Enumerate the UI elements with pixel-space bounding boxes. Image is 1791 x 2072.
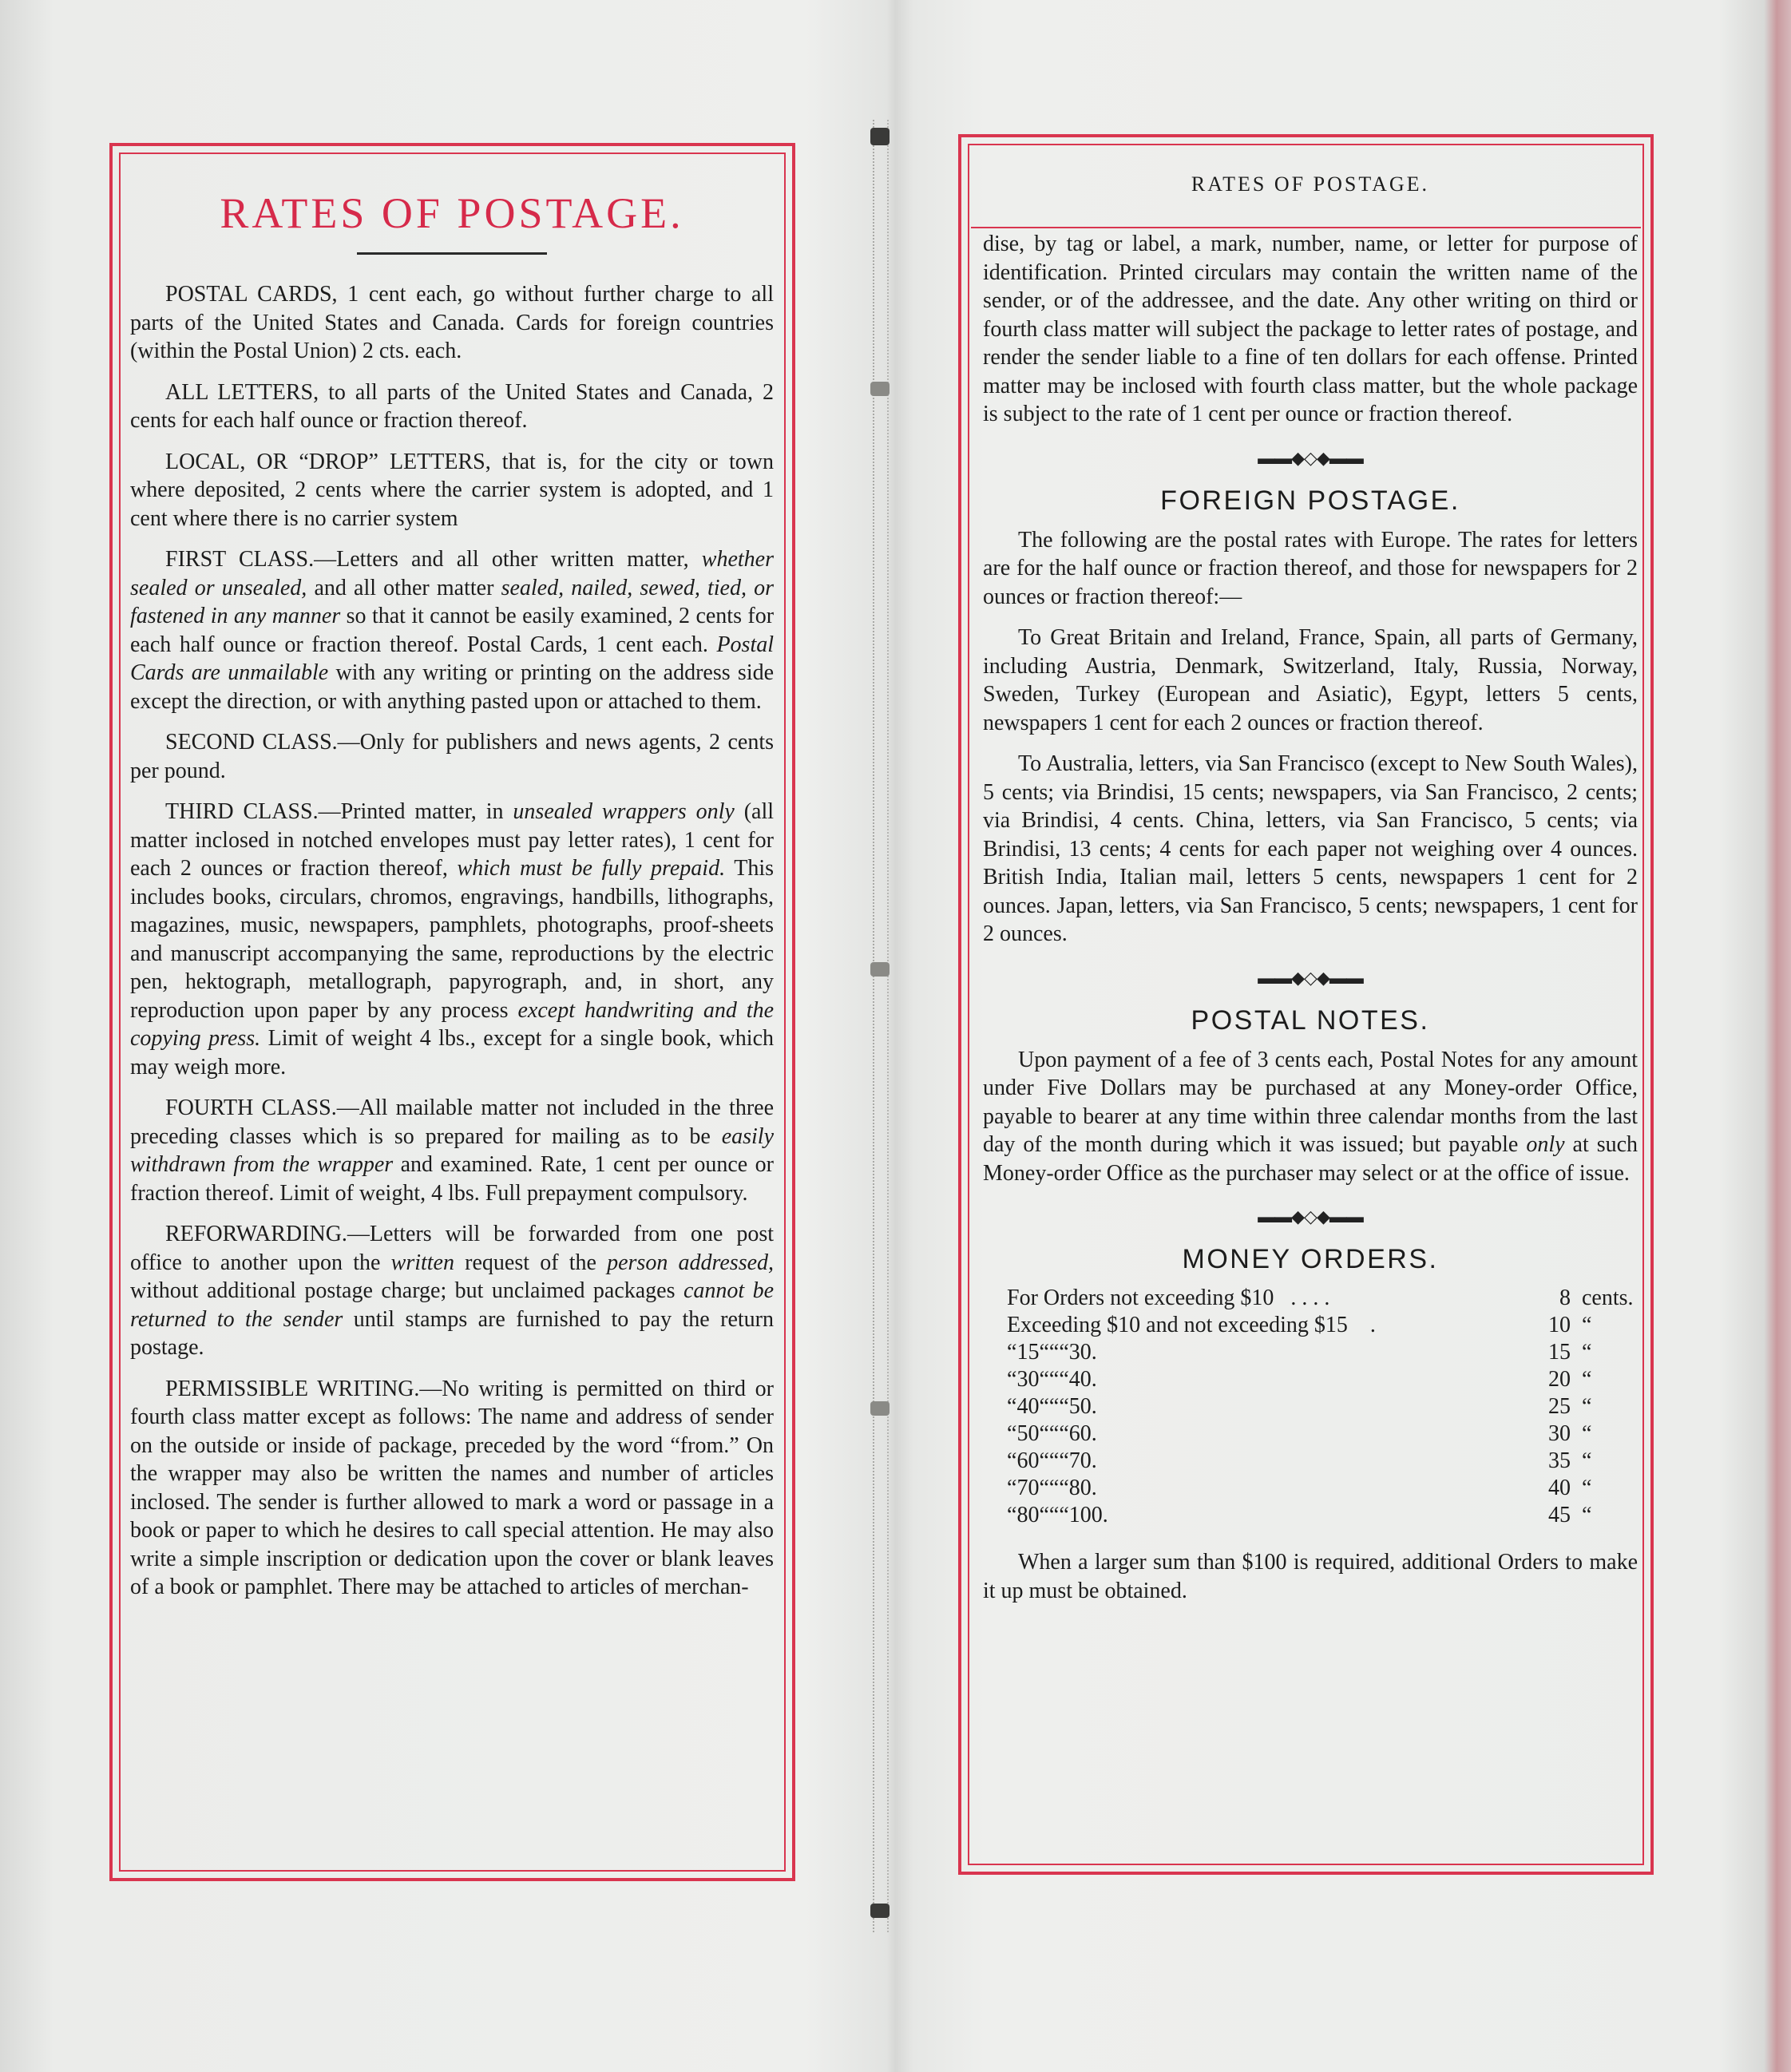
paragraph-third-class	[130, 798, 774, 1081]
italic-run: sealed, nailed, sewed, tied, or fastened in any manner	[130, 575, 775, 628]
leader-dot: .	[1102, 1503, 1108, 1527]
order-range	[983, 1366, 1523, 1393]
text-run: REFORWARDING.—Letters will be forwarded from one post office to another upon the	[130, 1222, 774, 1275]
ditto-mark: “	[1007, 1448, 1017, 1473]
text-run: (all matter inclosed in notched envelopes must pay letter rates), 1 cent for each 2 ounces or fraction thereof,	[130, 799, 775, 881]
text-run: at such Money-order Office as the purchaser may select or at the office of issue.	[983, 1132, 1638, 1186]
paragraph-reforwarding	[130, 1220, 774, 1362]
title-rule	[357, 252, 547, 255]
fee-value: 20	[1548, 1367, 1571, 1392]
leader-dots: . . . .	[1290, 1286, 1330, 1310]
ditto-mark: “	[1059, 1367, 1069, 1392]
order-range	[983, 1393, 1523, 1420]
ditto-mark: “	[1582, 1503, 1592, 1527]
fee-value: 15	[1548, 1340, 1571, 1365]
fee-value: 35	[1548, 1448, 1571, 1473]
ditto-mark: “	[1048, 1340, 1060, 1365]
text-run: until stamps are furnished to pay the return postage.	[130, 1306, 774, 1360]
foreign-postage-title: FOREIGN POSTAGE.	[1160, 485, 1460, 516]
ditto-mark: “	[1007, 1340, 1017, 1365]
ditto-mark: “	[1007, 1367, 1017, 1392]
ornament-divider: ▬▬◆◇◆▬▬	[1258, 967, 1363, 988]
right-page-content	[983, 169, 1638, 1618]
ditto-mark: “	[1039, 1503, 1049, 1527]
leader-dot: .	[1091, 1340, 1097, 1365]
paragraph-permissible-writing: PERMISSIBLE WRITING.—No writing is permitted on third or fourth class matter except as follows: The name and address of sender on the outside or inside of package, preceded by the word “from.” On the wrapper may also be written the names and number of articles inclosed. The sender is further allowed to mark a word or passage in a book or paper to which he desires to call special attention. He may also write a simple inscription or dedication upon the cover or blank leaves of a book or pamphlet. There may be attached to articles of merchan-	[130, 1376, 774, 1599]
leader-dot: .	[1369, 1313, 1376, 1337]
paragraph-postal-notes	[983, 1046, 1638, 1188]
ditto-mark: “	[1039, 1421, 1049, 1446]
paragraph-foreign-1: The following are the postal rates with Europe. The rates for letters are for the half ounce or fraction thereof, and those for newspapers for 2 ounces or fraction thereof:—	[983, 527, 1638, 609]
range-from: 40	[1016, 1394, 1040, 1419]
postal-notes-title: POSTAL NOTES.	[1191, 1004, 1430, 1036]
italic-run: cannot be returned to the sender	[130, 1278, 775, 1332]
ditto-mark: “	[1048, 1367, 1060, 1392]
fee-value: 45	[1548, 1503, 1571, 1527]
ditto-mark: “	[1059, 1394, 1069, 1419]
order-range	[983, 1312, 1523, 1339]
fee-value: 30	[1548, 1421, 1571, 1446]
text-run: FIRST CLASS.—Letters and all other written matter,	[165, 547, 689, 572]
money-orders-table	[983, 1285, 1638, 1529]
text-run: with any writing or printing on the address side except the direction, or with anything pasted upon or attached to them.	[130, 660, 775, 714]
page-title: RATES OF POSTAGE.	[220, 189, 684, 237]
ditto-mark: “	[1048, 1476, 1060, 1500]
paragraph-money-orders-footer: When a larger sum than $100 is required, additional Orders to make it up must be obtained.	[983, 1550, 1638, 1603]
text-run: This includes books, circulars, chromos, engravings, handbills, lithographs, magazines, music, newspapers, pamphlets, photographs, proof-sheets and manuscript accompanying the same, reproductions by the electric pen, hektograph, metallograph, papyrograph, and, in short, any reproduction upon paper by any process	[130, 856, 775, 1023]
ditto-mark: “	[1059, 1476, 1069, 1500]
table-row	[983, 1448, 1638, 1475]
italic-run: written	[390, 1250, 454, 1275]
ornament-divider: ▬▬◆◇◆▬▬	[1258, 1206, 1363, 1226]
text-run: so that it cannot be easily examined, 2 cents for each half ounce or fraction thereof. Postal Cards, 1 cent each.	[130, 604, 775, 657]
italic-run: unsealed wrappers only	[513, 799, 735, 824]
order-range	[983, 1502, 1523, 1529]
table-row	[983, 1502, 1638, 1529]
ditto-mark: “	[1582, 1421, 1592, 1446]
binding-knot	[870, 128, 890, 145]
ditto-mark: “	[1582, 1367, 1592, 1392]
fee-value: 25	[1548, 1394, 1571, 1419]
range-text: For Orders not exceeding $10	[1007, 1286, 1274, 1310]
text-run: FOURTH CLASS.—All mailable matter not included in the three preceding classes which is so prepared for mailing as to be	[130, 1095, 774, 1149]
running-head: RATES OF POSTAGE.	[1191, 172, 1430, 196]
paragraph-local-letters: LOCAL, OR “DROP” LETTERS, that is, for the city or town where deposited, 2 cents where the carrier system is adopted, and 1 cent where there is no carrier system	[130, 449, 774, 531]
ditto-mark: “	[1059, 1503, 1069, 1527]
text-run: request of the	[465, 1250, 596, 1275]
table-row	[983, 1475, 1638, 1502]
range-to: 100	[1068, 1503, 1103, 1527]
range-from: 80	[1016, 1503, 1040, 1527]
italic-run: whether sealed or unsealed,	[130, 547, 775, 600]
range-to: 50	[1068, 1394, 1092, 1419]
fee-unit: cents.	[1582, 1286, 1634, 1310]
text-run: and examined. Rate, 1 cent per ounce or fraction thereof. Limit of weight, 4 lbs. Full prepayment compulsory.	[130, 1152, 774, 1206]
binding-knot	[870, 1904, 890, 1918]
range-to: 80	[1068, 1476, 1092, 1500]
order-range	[983, 1475, 1523, 1502]
fee-value: 10	[1548, 1313, 1571, 1337]
paragraph-foreign-3: To Australia, letters, via San Francisco (except to New South Wales), 5 cents; via Brindisi, 15 cents; newspapers, via San Francisco, 2 cents; via Brindisi, 4 cents. China, letters, via San Francisco, 5 cents; via Brindisi, 13 cents; 4 cents for each paper not weighing over 4 ounces. British India, Italian mail, letters 5 cents, newspapers 1 cent for 2 ounces. Japan, letters, via San Francisco, 5 cents; newspapers, 1 cent for 2 ounces.	[983, 751, 1638, 946]
table-row	[983, 1285, 1638, 1312]
table-row	[983, 1420, 1638, 1448]
italic-run: except handwriting and the copying press.	[130, 997, 775, 1051]
order-range	[983, 1420, 1523, 1448]
ditto-mark: “	[1582, 1476, 1592, 1500]
table-row	[983, 1312, 1638, 1339]
range-to: 30	[1068, 1340, 1092, 1365]
ditto-mark: “	[1039, 1476, 1049, 1500]
ditto-mark: “	[1059, 1340, 1069, 1365]
range-to: 70	[1068, 1448, 1092, 1473]
leader-dot: .	[1091, 1476, 1097, 1500]
ditto-mark: “	[1039, 1394, 1049, 1419]
paragraph-fourth-class	[130, 1094, 774, 1207]
text-run: Upon payment of a fee of 3 cents each, Postal Notes for any amount under Five Dollars may be purchased at any Money-order Office, payable to bearer at any time within three calendar months from the last day of the month during which it was issued; but payable	[983, 1047, 1638, 1157]
ditto-mark: “	[1582, 1394, 1592, 1419]
binding-knot	[870, 962, 890, 977]
order-range	[983, 1285, 1523, 1312]
italic-run: which must be fully prepaid.	[457, 856, 726, 881]
table-row	[983, 1339, 1638, 1366]
ditto-mark: “	[1048, 1394, 1060, 1419]
paragraph-second-class: SECOND CLASS.—Only for publishers and news agents, 2 cents per pound.	[130, 730, 774, 783]
ditto-mark: “	[1039, 1448, 1049, 1473]
range-text: Exceeding $10 and not exceeding $15	[1007, 1313, 1348, 1337]
table-row	[983, 1366, 1638, 1393]
order-range	[983, 1339, 1523, 1366]
ditto-mark: “	[1059, 1448, 1069, 1473]
ditto-mark: “	[1582, 1313, 1592, 1337]
text-run: without additional postage charge; but unclaimed packages	[130, 1278, 676, 1303]
range-to: 40	[1068, 1367, 1092, 1392]
italic-run: easily withdrawn from the wrapper	[130, 1123, 775, 1177]
text-run: and all other matter	[314, 575, 494, 600]
range-from: 30	[1016, 1367, 1040, 1392]
range-from: 15	[1016, 1340, 1040, 1365]
ornament-divider: ▬▬◆◇◆▬▬	[1258, 447, 1363, 468]
ditto-mark: “	[1007, 1421, 1017, 1446]
leader-dot: .	[1091, 1448, 1097, 1473]
paragraph-postal-cards: POSTAL CARDS, 1 cent each, go without further charge to all parts of the United States and Canada. Cards for foreign countries (within the Postal Union) 2 cts. each.	[130, 282, 774, 363]
leader-dot: .	[1091, 1394, 1097, 1419]
binding-knot	[870, 1401, 890, 1416]
range-from: 70	[1016, 1476, 1040, 1500]
paragraph-continuation: dise, by tag or label, a mark, number, name, or letter for purpose of identification. Printed circulars may contain the written name of the sender, or of the addressee, and the date. Any other writing on third or fourth class matter will subject the package to letter rates of postage, and render the sender liable to a fine of ten dollars for each offense. Printed matter may be inclosed with fourth class matter, but the whole package is subject to the rate of 1 cent per ounce or fraction thereof.	[983, 232, 1638, 426]
ditto-mark: “	[1059, 1421, 1069, 1446]
ditto-mark: “	[1582, 1448, 1592, 1473]
italic-run: only	[1526, 1132, 1565, 1157]
ditto-mark: “	[1048, 1503, 1060, 1527]
paragraph-foreign-2: To Great Britain and Ireland, France, Spain, all parts of Germany, including Austria, Denmark, Switzerland, Italy, Russia, Norway, Sweden, Turkey (European and Asiatic), Egypt, letters 5 cents, newspapers 1 cent for each 2 ounces or fraction thereof.	[983, 625, 1638, 735]
italic-run: person addressed,	[607, 1250, 775, 1275]
leader-dot: .	[1091, 1367, 1097, 1392]
ditto-mark: “	[1007, 1476, 1017, 1500]
paragraph-first-class	[130, 545, 774, 715]
ditto-mark: “	[1007, 1394, 1017, 1419]
ditto-mark: “	[1039, 1367, 1049, 1392]
fee-value: 8	[1559, 1286, 1571, 1310]
ditto-mark: “	[1582, 1340, 1592, 1365]
ditto-mark: “	[1039, 1340, 1049, 1365]
italic-run: Postal Cards are unmailable	[130, 632, 775, 685]
ditto-mark: “	[1048, 1421, 1060, 1446]
money-orders-title: MONEY ORDERS.	[1182, 1244, 1439, 1274]
text-run: THIRD CLASS.—Printed matter, in	[165, 799, 504, 824]
binding-knot	[870, 382, 890, 396]
leader-dot: .	[1091, 1421, 1097, 1446]
range-from: 60	[1016, 1448, 1040, 1473]
table-row	[983, 1393, 1638, 1420]
fee-value: 40	[1548, 1476, 1571, 1500]
paragraph-all-letters: ALL LETTERS, to all parts of the United States and Canada, 2 cents for each half ounce or fraction thereof.	[130, 379, 774, 433]
ditto-mark: “	[1007, 1503, 1017, 1527]
range-to: 60	[1068, 1421, 1092, 1446]
range-from: 50	[1016, 1421, 1040, 1446]
ditto-mark: “	[1048, 1448, 1060, 1473]
left-page-content	[130, 177, 774, 1614]
text-run: Limit of weight 4 lbs., except for a single book, which may weigh more.	[130, 1026, 774, 1080]
spacer	[983, 208, 1638, 230]
order-range	[983, 1448, 1523, 1475]
